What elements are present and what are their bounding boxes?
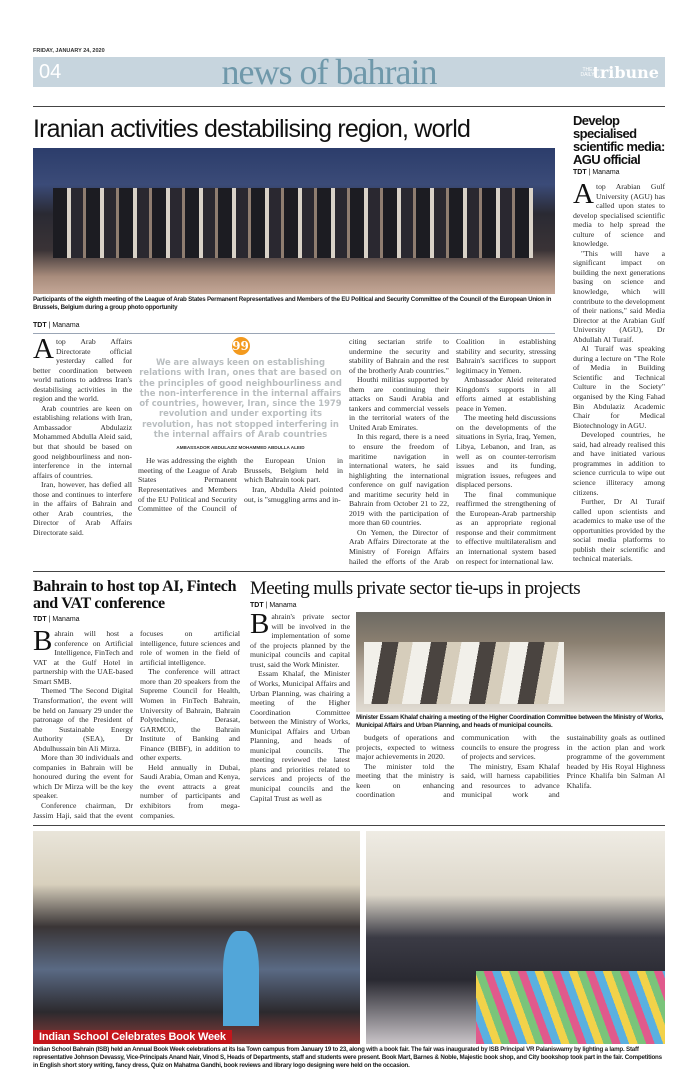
main-col-2 <box>138 456 343 513</box>
ai-article <box>33 578 240 820</box>
main-col-1 <box>33 333 132 566</box>
paragraph: The final communique reaffirmed the strengthening of the European-Arab partnership as an appropriate regional response and their commitment to effective multilateralism and an international system based on respect for international law. <box>456 489 556 566</box>
paragraph: He was addressing the eighth meeting of the League of Arab States Permanent Representatives and Members of the EU Political and Security Committee of the Council of the European Union in Brussels, Belgium held in which Bahrain took part. <box>138 456 343 514</box>
paragraph: budgets of operations and projects, expected to witness major achievements in 2020. <box>356 733 455 762</box>
bottom-section <box>33 578 665 820</box>
paragraph-text: ahrain will host a conference on Artificial Intelligence, FinTech and VAT at the Gulf Hotel in partnership with the UAE-based Smart SMB. <box>33 629 133 686</box>
newspaper-logo <box>559 63 659 82</box>
pull-quote: We are always keen on establishing relations with Iran, ones that are based on the principles of good neighbourliness and the non-interference in the internal affairs of countries, however, Iran, since the 1979 revolution and under exporting its revolution, has not stopped interfering in the internal affairs of Arab countries <box>139 357 342 440</box>
logo-text: tribune <box>592 62 659 82</box>
main-body <box>33 333 555 566</box>
paragraph: Themed 'The Second Digital Transformation', the event will be held on January 29 under the patronage of the President of the Sustainable Energy Authority (SEA), Dr Abdulhussain bin Ali Mirza. <box>33 686 133 753</box>
byline-place: | Manama <box>588 169 620 176</box>
byline-source: TDT <box>33 616 47 624</box>
main-photo-caption: Participants of the eighth meeting of the League of Arab States Permanent Representatives and Members of the EU Political and Security Committee of the Council of the European Union in Brussels, Belgium during a group photo opportunity <box>33 296 552 311</box>
paragraph: In this regard, there is a need to ensure the freedom of maritime navigation in international waters, he said highlighting the international conference on gulf navigation and maritime security held in Bahrain from October 21 to 22, 2019 with the participation of more than 60 countries. <box>349 432 449 528</box>
paragraph: Conference chairman, Dr Jassim Haji, said that the event focuses on artificial intelligence, future sciences and role of women in the field of artificial intelligence. <box>33 629 240 820</box>
top-section <box>33 114 665 566</box>
meeting-photo <box>356 612 665 712</box>
section-title: news of bahrain <box>221 52 437 92</box>
paragraph: Al Turaif was speaking during a lecture on "The Role of Media in Building Scientific and Technical Culture in the Society" organised by the King Fahad Bin Abdulaziz Academic Chair for Medical Biotechnology in AGU. <box>573 344 665 430</box>
byline-source: TDT <box>250 602 264 610</box>
byline-place: | Manama <box>265 602 297 610</box>
book-week-lamp-photo <box>33 831 360 1044</box>
paragraph: The meeting held discussions on the developments of the situations in Syria, Iraq, Yemen, Libya, Lebanon, and Iran, as well as on counter-terrorism issues and its funding, migration issues, refugees and displaced persons. <box>456 413 556 490</box>
sidebar-headline: Develop specialised scientific media: AGU official <box>573 113 665 167</box>
dropcap: A <box>33 333 54 365</box>
ai-headline: Bahrain to host top AI, Fintech and VAT conference <box>33 578 237 613</box>
sidebar-article <box>573 114 665 566</box>
paragraph: Iran, however, has defied all those and continues to interfere in the affairs of Bahrain and other Arab countries, the Director of Arab Affairs Directorate said. <box>33 480 132 537</box>
byline-place: | Manama <box>48 322 80 329</box>
page-number: 04 <box>39 60 62 83</box>
meeting-byline <box>250 602 665 609</box>
photo-people <box>364 642 564 704</box>
paragraph: Arab countries are keen on establishing relations with Iran, Ambassador Abdulaziz Mohammed Abdulla Aleid said, but that should be based on good neighbourliness and non-interference in the internal affairs of countries. <box>33 403 132 480</box>
byline-source: TDT <box>573 169 587 176</box>
paragraph-text: top Arabian Gulf University (AGU) has called upon states to develop specialised scientific media to help spread the culture of science and knowledge. <box>573 182 665 249</box>
paragraph: Developed countries, he said, had already realised this and have initiated various programmes in addition to science curricula to wipe out science illiteracy among citizens. <box>573 430 665 497</box>
paragraph: More than 30 individuals and companies in Bahrain will be honoured during the event for which Dr Mirza will be the key speaker. <box>33 753 133 801</box>
paragraph: The conference will attract more than 20 speakers from the Supreme Council for Health, Women in FinTech Bahrain, University of Bahrain, Bahrain Polytechnic, Derasat, GARMCO, the Bahrain Institute of Banking and Finance (BIBF), in addition to other experts. <box>140 667 240 763</box>
paragraph: The minister told the meeting that the ministry is keen on enhancing coordination and communication with the councils to ensure the progress of projects and services. <box>356 733 560 800</box>
paragraph: Further, Dr Al Turaif called upon scientists and academics to make use of the opportunities provided by the social media platforms to publish their scientific and technical materials. <box>573 497 665 564</box>
paragraph: Ambassador Aleid reiterated Kingdom's supports in all efforts aimed at establishing peace in Yemen. <box>456 375 556 413</box>
paragraph: Houthi militias supported by them are continuing their attacks on Saudi Arabia and tankers and commercial vessels in the territorial waters of the United Arab Emirates. <box>349 375 449 432</box>
divider <box>33 571 665 572</box>
paragraph: Iran, Abdulla Aleid pointed out, is "smuggling arms and in- <box>244 485 343 504</box>
main-col-3 <box>349 337 556 566</box>
logo-small-text: THE DAILY <box>580 67 595 78</box>
paragraph <box>33 625 133 686</box>
meeting-body <box>250 608 665 803</box>
paragraph: "This will have a significant impact on building the next generations basing on science and knowledge, which will contribute to the development of their nations," said Media Director at the Arabian Gulf University (AGU), Dr Abdullah Al Turaif. <box>573 248 666 344</box>
paragraph: Essam Khalaf, the Minister of Works, Municipal Affairs and Urban Planning, was chairing a meeting of the Higher Coordination Committee between the Ministry of Works, Municipal Affairs and Urban Planning, and heads of municipal councils. The meeting reviewed the latest plans and priorities related to services and projects of the municipal councils and the Capital Trust as well as <box>250 669 350 803</box>
main-article <box>33 114 555 566</box>
paragraph <box>250 608 350 669</box>
sidebar-body <box>573 178 666 564</box>
book-week-caption: Indian School Bahrain (ISB) held an Annual Book Week celebrations at its Isa Town campus from January 19 to 23, along with a book fair. The fair was inaugurated by ISB Principal VR Palaniswamy by lighting a lamp. Staff representative Johnson Devassy, Vice-Principals Anand Nair, Vinod S, Heads of Departments, staff and students were present. Book Mart, Barnes & Noble, Majestic book shop, and City bookshop took part in the fair. Competitions in English short story writing, fancy dress, Quiz on Mahatma Gandhi, book reviews and library logo designing were held on the occasion. <box>33 1046 662 1070</box>
divider <box>33 825 665 826</box>
paragraph-text: top Arab Affairs Directorate official yesterday called for better coordination between world nations to address Iran's destabilising activities in the region and the world. <box>33 337 132 404</box>
main-group-photo <box>33 148 555 294</box>
ai-body <box>33 625 240 820</box>
paragraph: The ministry, Esam Khalaf said, will harness capabilities and resources to advance municipal work and sustainability goals as outlined in the action plan and work programme of the government headed by His Royal Highness Prince Khalifa bin Salman Al Khalifa. <box>461 733 665 800</box>
book-week-photos <box>33 831 665 1044</box>
meeting-article <box>250 578 665 820</box>
book-week-banner: Indian School Celebrates Book Week <box>33 1030 232 1044</box>
meeting-photo-caption: Minister Essam Khalaf chairing a meeting of the Higher Coordination Committee between the Ministry of Works, Municipal Affairs and Urban Planning, and heads of municipal councils. <box>356 714 664 730</box>
dropcap: B <box>250 608 270 641</box>
issue-date: FRIDAY, JANUARY 24, 2020 <box>33 48 105 54</box>
paragraph <box>33 333 132 404</box>
photo-books-table <box>476 971 665 1044</box>
dropcap: A <box>573 178 594 210</box>
paragraph: citing sectarian strife to undermine the security and stability of Bahrain and the rest of the brotherly Arab countries." <box>349 337 449 375</box>
meeting-cols-rest <box>356 733 665 800</box>
divider <box>33 106 665 107</box>
byline-source: TDT <box>33 322 47 329</box>
paragraph: Held annually in Dubai, Saudi Arabia, Oman and Kenya, the event attracts a great number of participants and exhibitors from mega-companies. <box>140 762 240 820</box>
pull-quote-attribution: AMBASSADOR ABDULAZIZ MOHAMMED ABDULLA ALEID <box>176 445 305 451</box>
photo-girl-blue-dress <box>223 931 259 1026</box>
main-byline <box>33 322 555 329</box>
book-fair-photo <box>366 831 665 1044</box>
paragraph: On Yemen, the Director of Arab Affairs Directorate at the Ministry of Foreign Affairs hailed the efforts of the Arab Coalition in establishing stability and security, stressing Bahrain's sacrifices to support legitimacy in Yemen. <box>349 337 556 566</box>
meeting-headline: Meeting mulls private sector tie-ups in projects <box>250 578 581 600</box>
byline-place: | Manama <box>48 616 80 624</box>
ai-byline <box>33 616 240 623</box>
quote-icon: 99 <box>232 339 249 353</box>
main-headline: Iranian activities destabilising region, world <box>33 115 471 143</box>
paragraph-text: ahrain's private sector will be involved in the implementation of some of the projects planned by the municipal councils and capital trust, said the Work Minister. <box>250 612 350 669</box>
main-middle <box>138 337 343 566</box>
paragraph <box>573 178 665 249</box>
sidebar-byline <box>573 169 665 176</box>
dropcap: B <box>33 625 53 658</box>
photo-people <box>53 188 533 258</box>
meeting-col-1 <box>250 608 350 803</box>
masthead-band <box>33 52 665 92</box>
meeting-right <box>356 612 665 803</box>
